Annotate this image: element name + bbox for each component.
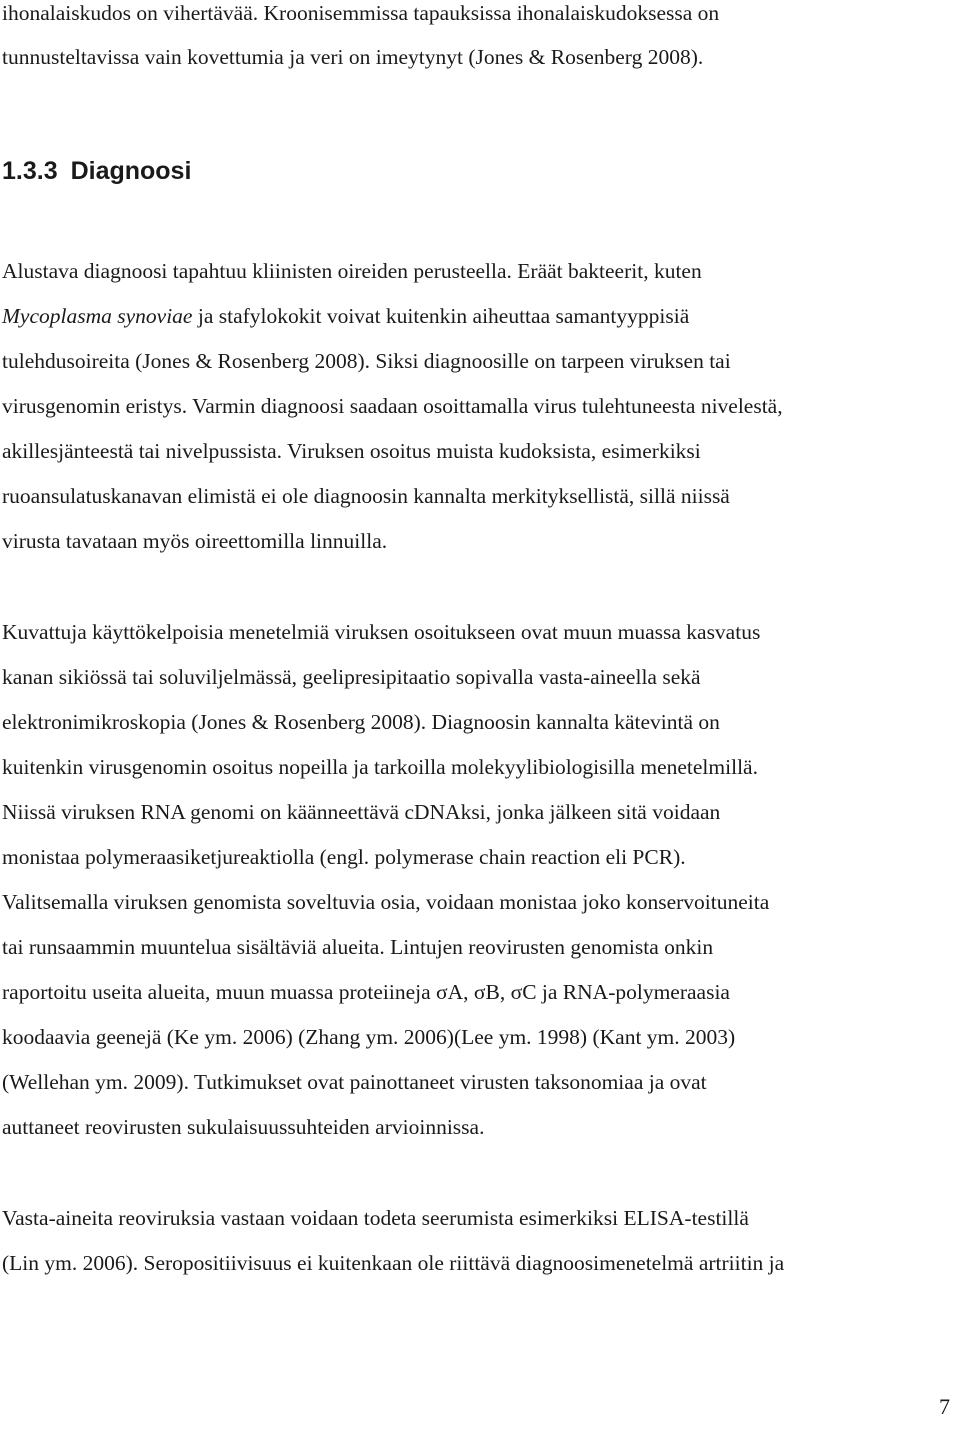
text-line: tulehdusoireita (Jones & Rosenberg 2008). Siksi diagnoosille on tarpeen viruksen tai [2,349,731,373]
text-line: raportoitu useita alueita, muun muassa proteiineja σA, σB, σC ja RNA-polymeraasia [2,980,730,1004]
text-line: Alustava diagnoosi tapahtuu kliinisten oireiden perusteella. Eräät bakteerit, kuten [2,259,702,283]
text-line: koodaavia geenejä (Ke ym. 2006) (Zhang ym. 2006)(Lee ym. 1998) (Kant ym. 2003) [2,1025,736,1049]
text-line: Vasta-aineita reoviruksia vastaan voidaan todeta seerumista esimerkiksi ELISA-testillä [2,1206,749,1230]
text-line: Valitsemalla viruksen genomista soveltuvia osia, voidaan monistaa joko konservoituneita [2,890,770,914]
text-line: elektronimikroskopia (Jones & Rosenberg 2008). Diagnoosin kannalta kätevintä on [2,710,720,734]
text-line: (Lin ym. 2006). Seropositiivisuus ei kuitenkaan ole riittävä diagnoosimenetelmä artriitin ja [2,1251,785,1275]
text-line: tunnusteltavissa vain kovettumia ja veri on imeytynyt (Jones & Rosenberg 2008). [2,45,704,69]
italic-term: Mycoplasma synoviae [2,304,193,328]
text-line: (Wellehan ym. 2009). Tutkimukset ovat painottaneet virusten taksonomiaa ja ovat [2,1070,707,1094]
text-line: auttaneet reovirusten sukulaisuussuhteiden arvioinnissa. [2,1115,485,1139]
text-line: kanan sikiössä tai soluviljelmässä, geelipresipitaatio sopivalla vasta-aineella sekä [2,665,701,689]
text-line: ruoansulatuskanavan elimistä ei ole diagnoosin kannalta merkityksellistä, sillä niissä [2,484,730,508]
page-number: 7 [939,1394,950,1419]
text-line: akillesjänteestä tai nivelpussista. Viruksen osoitus muista kudoksista, esimerkiksi [2,439,701,463]
text-line: virusgenomin eristys. Varmin diagnoosi saadaan osoittamalla virus tulehtuneesta nivelestä, [2,394,783,418]
text-line: ihonalaiskudos on vihertävää. Kroonisemmissa tapauksissa ihonalaiskudoksessa on [2,1,720,25]
text-line: monistaa polymeraasiketjureaktiolla (engl. polymerase chain reaction eli PCR). [2,845,686,869]
text-line: kuitenkin virusgenomin osoitus nopeilla ja tarkoilla molekyylibiologisilla menetelmillä. [2,755,758,779]
text-line: Kuvattuja käyttökelpoisia menetelmiä viruksen osoitukseen ovat muun muassa kasvatus [2,620,761,644]
text-line-rest: ja stafylokokit voivat kuitenkin aiheuttaa samantyyppisiä [197,304,690,328]
section-number: 1.3.3 [2,157,58,185]
section-heading [2,156,191,186]
section-title: Diagnoosi [70,157,192,185]
text-line: Niissä viruksen RNA genomi on käänneettävä cDNAksi, jonka jälkeen sitä voidaan [2,800,721,824]
text-line: tai runsaammin muuntelua sisältäviä alueita. Lintujen reovirusten genomista onkin [2,935,714,959]
text-line [2,303,689,329]
text-line: virusta tavataan myös oireettomilla linnuilla. [2,529,388,553]
